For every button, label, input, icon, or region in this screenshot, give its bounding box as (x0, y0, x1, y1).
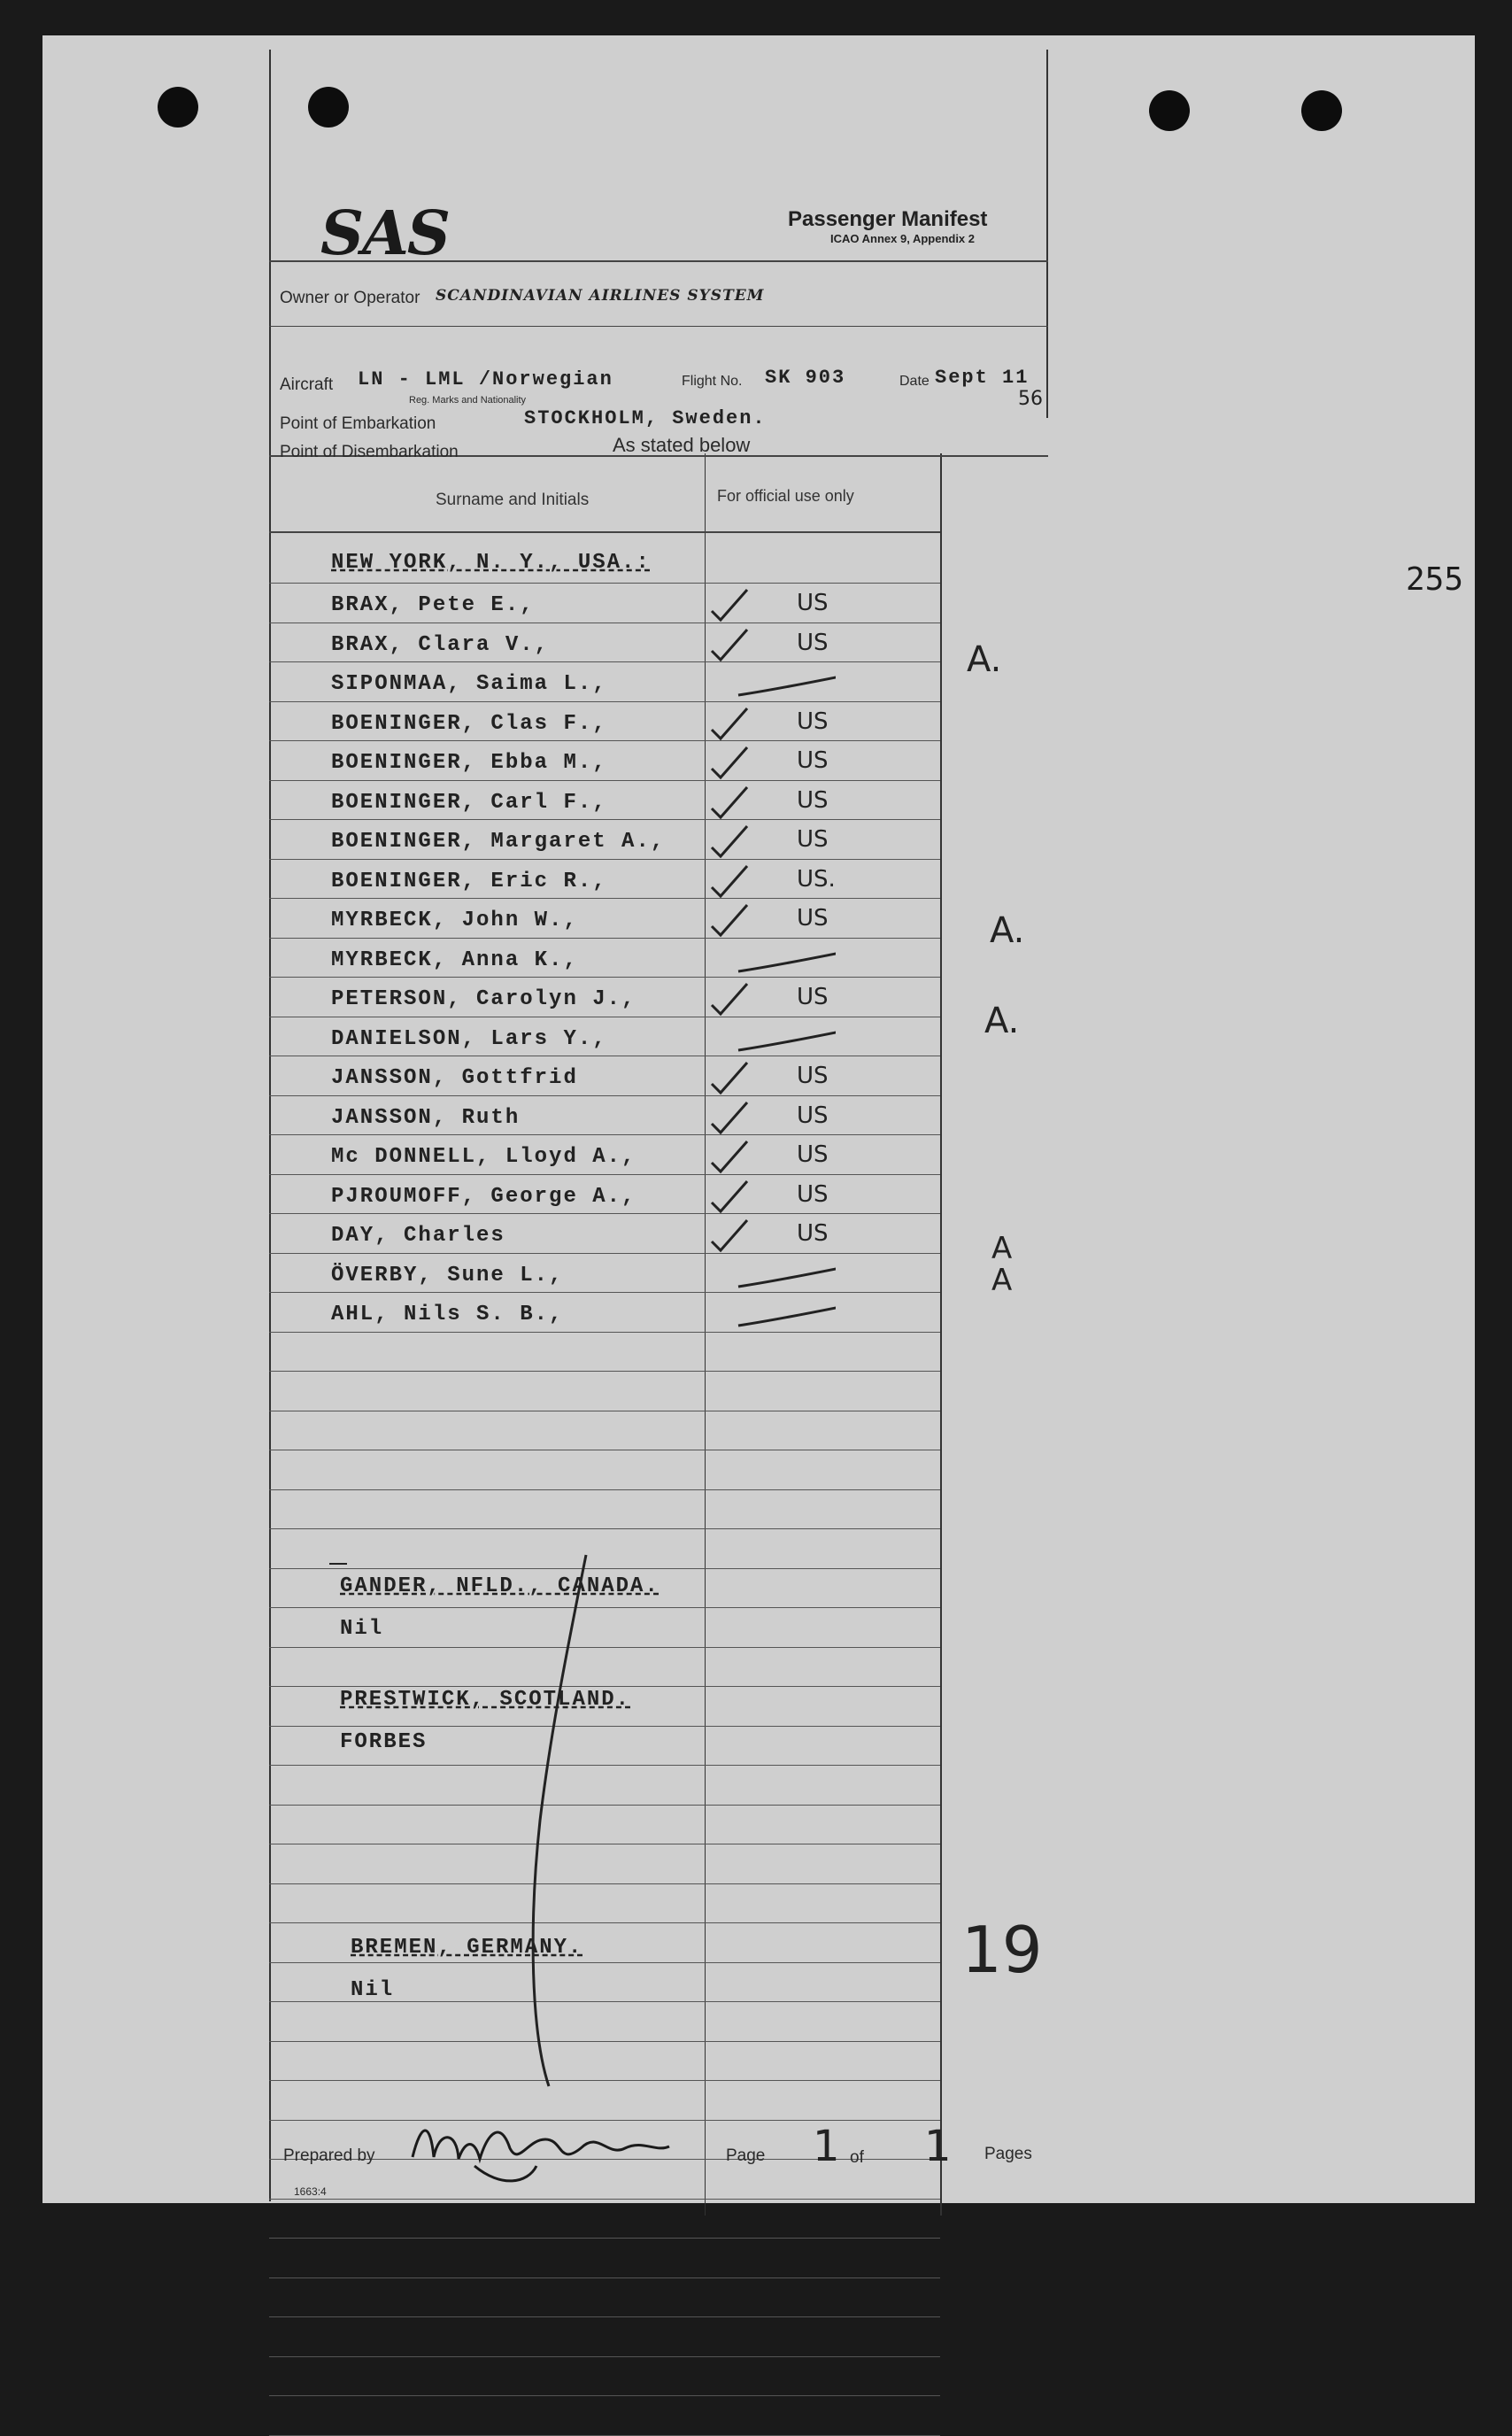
ruled-line (269, 2395, 940, 2396)
manifest-sheet (42, 35, 1475, 2203)
aircraft-value: LN - LML /Norwegian (358, 368, 613, 391)
official-mark: US (797, 1102, 829, 1129)
of-label: of (850, 2148, 864, 2167)
punch-hole (158, 87, 198, 128)
passenger-name: DAY, Charles (331, 1224, 505, 1248)
passenger-name: BOENINGER, Eric R., (331, 869, 607, 893)
stop-note: FORBES (340, 1730, 428, 1754)
prepared-by-label: Prepared by (283, 2146, 375, 2165)
passenger-name: SIPONMAA, Saima L., (331, 672, 607, 696)
passenger-name: BOENINGER, Carl F., (331, 790, 607, 815)
stop-place: GANDER, NFLD., CANADA. (340, 1574, 660, 1598)
date-year: 56 (1018, 388, 1043, 410)
passenger-name: PETERSON, Carolyn J., (331, 987, 636, 1011)
pages-label: Pages (984, 2145, 1032, 2163)
manifest-title: Passenger Manifest (788, 207, 988, 231)
destination-heading: NEW YORK, N. Y., USA.: (331, 551, 651, 575)
official-mark: US (797, 905, 829, 932)
official-mark: US (797, 984, 829, 1010)
manifest-subtitle: ICAO Annex 9, Appendix 2 (830, 232, 976, 245)
margin-mark: A. (967, 639, 1002, 680)
passenger-name: BRAX, Clara V., (331, 632, 550, 657)
aircraft-label: Aircraft (280, 375, 334, 394)
official-mark: US (797, 590, 829, 616)
passenger-name: BOENINGER, Margaret A., (331, 830, 666, 854)
punch-hole (1149, 90, 1190, 131)
margin-mark: A (991, 1231, 1013, 1266)
stop-note: Nil (340, 1617, 384, 1641)
form-code: 1663:4 (294, 2185, 327, 2198)
margin-mark: A. (984, 1001, 1020, 1041)
pen-stroke (258, 50, 1046, 2201)
punch-hole (1301, 90, 1342, 131)
passenger-name: JANSSON, Ruth (331, 1105, 521, 1130)
form-right-border-top (1046, 50, 1048, 418)
flight-label: Flight No. (682, 374, 743, 389)
sas-logo: SAS (320, 198, 449, 269)
signature (404, 2104, 687, 2192)
passenger-name: ÖVERBY, Sune L., (331, 1263, 564, 1288)
passenger-name: JANSSON, Gottfrid (331, 1066, 578, 1090)
official-mark: US (797, 629, 829, 656)
ruled-line (269, 2435, 940, 2436)
stop-place: BREMEN, GERMANY. (351, 1936, 583, 1960)
passenger-name: MYRBECK, Anna K., (331, 947, 578, 972)
ruled-line (269, 2277, 940, 2278)
official-mark: US (797, 1141, 829, 1168)
margin-mark: A. (990, 910, 1025, 951)
passenger-name: AHL, Nils S. B., (331, 1303, 564, 1326)
disembarkation-value: As stated below (613, 434, 751, 456)
ruled-line (269, 2316, 940, 2317)
side-number: 19 (961, 1913, 1043, 1987)
passenger-name: PJROUMOFF, George A., (331, 1184, 636, 1209)
date-value: Sept 11 (935, 367, 1030, 389)
passenger-name: BRAX, Pete E., (331, 593, 535, 617)
official-mark: US (797, 1180, 829, 1208)
passenger-name: Mc DONNELL, Lloyd A., (331, 1145, 636, 1169)
embarkation-label: Point of Embarkation (280, 414, 436, 433)
stop-note: Nil (351, 1978, 395, 2002)
official-mark: US (797, 708, 829, 735)
official-mark: US (797, 1220, 829, 1247)
ruled-line (269, 2356, 940, 2357)
reg-marks-label: Reg. Marks and Nationality (409, 395, 527, 406)
official-mark: US (797, 747, 829, 774)
of-value: 1 (924, 2122, 952, 2171)
passenger-name: BOENINGER, Clas F., (331, 711, 607, 736)
operator-label: Owner or Operator (280, 289, 420, 307)
passenger-name: MYRBECK, John W., (331, 909, 578, 932)
margin-mark: A (991, 1263, 1013, 1298)
official-mark: US (797, 826, 829, 853)
date-label: Date (899, 374, 930, 389)
manifest-form (258, 50, 1043, 2201)
official-mark: US. (797, 865, 836, 893)
official-column-header: For official use only (717, 487, 854, 505)
flight-value: SK 903 (765, 367, 846, 389)
stop-place: PRESTWICK, SCOTLAND. (340, 1688, 631, 1712)
disembarkation-label: Point of Disembarkation (280, 443, 459, 461)
page-number: 255 (1406, 561, 1464, 598)
official-mark: US (797, 786, 829, 814)
embarkation-value: STOCKHOLM, Sweden. (524, 407, 767, 429)
surname-column-header: Surname and Initials (436, 491, 590, 509)
official-mark: US (797, 1063, 829, 1089)
passenger-name: DANIELSON, Lars Y., (331, 1026, 607, 1051)
passenger-name: BOENINGER, Ebba M., (331, 751, 607, 775)
page-value: 1 (813, 2122, 840, 2171)
page-label: Page (726, 2146, 766, 2165)
operator-value: SCANDINAVIAN AIRLINES SYSTEM (436, 287, 765, 305)
